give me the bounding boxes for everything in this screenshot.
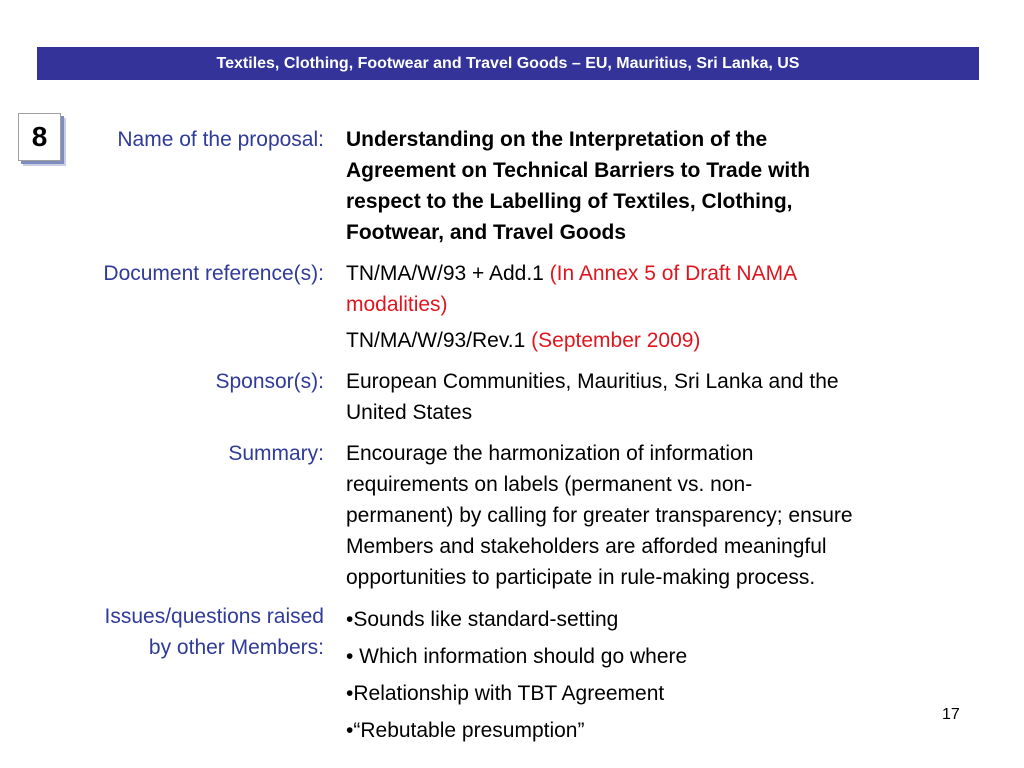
proposal-number: 8 — [31, 121, 48, 152]
issues-bullet-list — [346, 601, 986, 749]
document-reference-value-2 — [346, 325, 986, 356]
proposal-name-line: respect to the Labelling of Textiles, Clothing, — [346, 190, 793, 213]
page-number: 17 — [942, 706, 960, 723]
document-reference-2: TN/MA/W/93/Rev.1 — [346, 329, 532, 352]
document-reference-1-note: (In Annex 5 of Draft NAMA — [549, 262, 798, 285]
document-reference-line — [346, 325, 986, 356]
sponsor-line: United States — [346, 401, 473, 424]
document-reference-label: Document reference(s): — [103, 262, 324, 285]
issue-bullet: • Which information should go where — [346, 645, 688, 668]
proposal-number-badge — [18, 113, 61, 161]
document-reference-1: TN/MA/W/93 + Add.1 — [346, 262, 550, 285]
summary-line: Members and stakeholders are afforded meaningful — [346, 535, 827, 558]
issues-label-line: by other Members: — [148, 636, 324, 659]
document-reference-2-note: (September 2009) — [531, 329, 701, 352]
document-reference-line — [346, 258, 986, 289]
issue-bullet: •Sounds like standard-setting — [346, 608, 619, 631]
sponsor-line: European Communities, Mauritius, Sri Lanka and the — [346, 370, 839, 393]
document-reference-1-note-cont: modalities) — [346, 293, 448, 316]
summary-line: Encourage the harmonization of information — [346, 442, 754, 465]
proposal-name-value — [346, 124, 986, 248]
summary-line: opportunities to participate in rule-making process. — [346, 566, 816, 589]
proposal-name-line: Agreement on Technical Barriers to Trade with — [346, 159, 811, 182]
sponsor-value — [346, 366, 986, 428]
proposal-name-label: Name of the proposal: — [117, 128, 324, 151]
issues-label-line: Issues/questions raised — [104, 605, 324, 628]
slide-title: Textiles, Clothing, Footwear and Travel Goods – EU, Mauritius, Sri Lanka, US — [216, 54, 800, 72]
summary-line: permanent) by calling for greater transparency; ensure — [346, 504, 853, 527]
proposal-name-line: Footwear, and Travel Goods — [346, 221, 627, 244]
document-reference-value — [346, 258, 986, 320]
issue-bullet: •“Rebutable presumption” — [346, 719, 585, 742]
summary-value — [346, 438, 986, 593]
slide-title-banner — [37, 47, 979, 80]
summary-label: Summary: — [228, 442, 324, 465]
issue-bullet: •Relationship with TBT Agreement — [346, 682, 665, 705]
summary-line: requirements on labels (permanent vs. non- — [346, 473, 753, 496]
sponsor-label: Sponsor(s): — [215, 370, 324, 393]
issues-label — [105, 601, 324, 663]
proposal-name-line: Understanding on the Interpretation of the — [346, 128, 768, 151]
